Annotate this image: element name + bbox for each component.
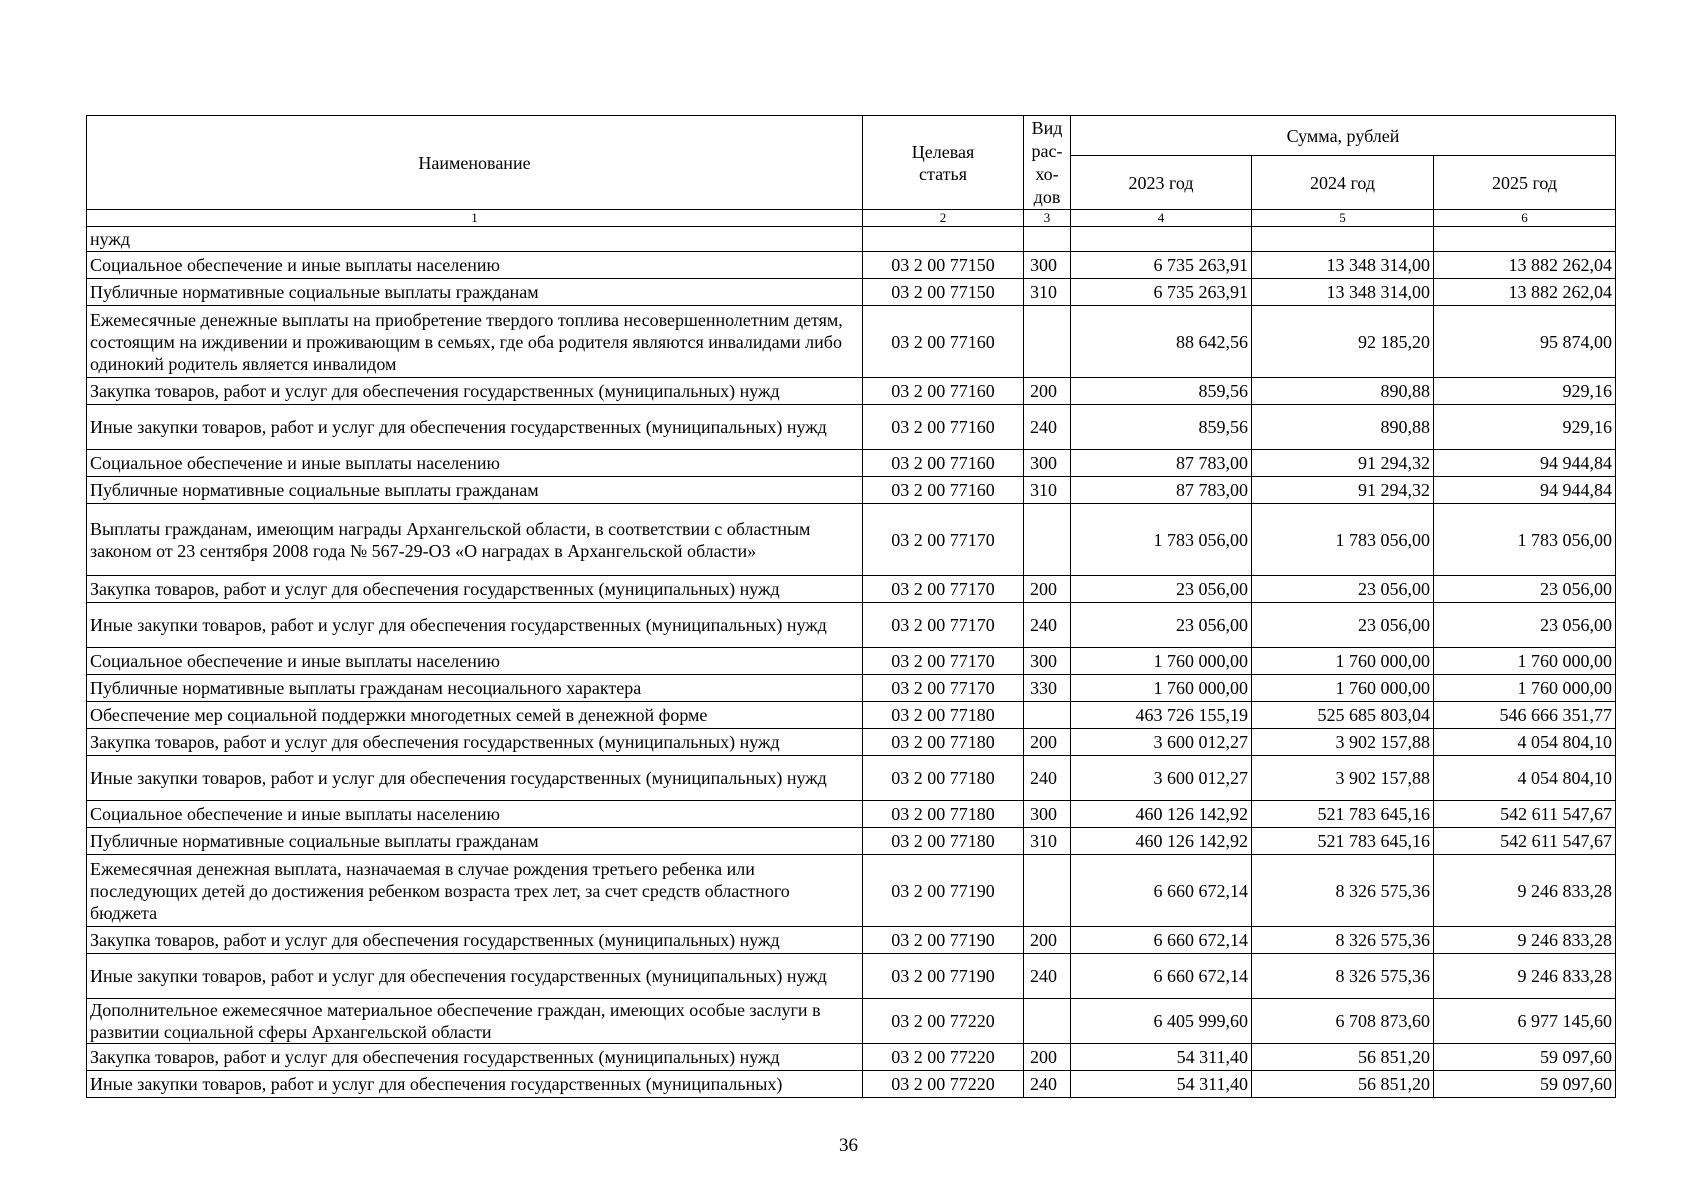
- row-target-article: 03 2 00 77220: [863, 999, 1024, 1044]
- row-target-article: 03 2 00 77160: [863, 405, 1024, 450]
- row-amount-2025: 546 666 351,77: [1434, 702, 1616, 729]
- row-amount-2025: 4 054 804,10: [1434, 729, 1616, 756]
- row-expense-type: 310: [1024, 279, 1071, 306]
- row-amount-2024: 13 348 314,00: [1252, 252, 1434, 279]
- column-number: 6: [1434, 210, 1616, 227]
- row-amount-2025: 929,16: [1434, 378, 1616, 405]
- table-row: [87, 477, 1616, 504]
- row-expense-type: 200: [1024, 378, 1071, 405]
- row-name: Публичные нормативные социальные выплаты гражданам: [87, 828, 863, 855]
- row-name: Публичные нормативные выплаты гражданам несоциального характера: [87, 675, 863, 702]
- row-expense-type: 240: [1024, 756, 1071, 801]
- row-amount-2025: 9 246 833,28: [1434, 927, 1616, 954]
- row-target-article: 03 2 00 77190: [863, 927, 1024, 954]
- row-amount-2024: 91 294,32: [1252, 477, 1434, 504]
- row-target-article: 03 2 00 77180: [863, 729, 1024, 756]
- row-amount-2024: 8 326 575,36: [1252, 954, 1434, 999]
- row-amount-2024: 6 708 873,60: [1252, 999, 1434, 1044]
- row-amount-2025: 94 944,84: [1434, 450, 1616, 477]
- table-row: [87, 702, 1616, 729]
- column-number: 2: [863, 210, 1024, 227]
- table-row: [87, 855, 1616, 927]
- row-amount-2024: 1 760 000,00: [1252, 648, 1434, 675]
- row-amount-2025: 6 977 145,60: [1434, 999, 1616, 1044]
- row-amount-2025: [1434, 227, 1616, 252]
- header-year-2023: 2023 год: [1071, 156, 1252, 210]
- row-target-article: 03 2 00 77190: [863, 954, 1024, 999]
- row-amount-2023: 6 735 263,91: [1071, 252, 1252, 279]
- row-target-article: 03 2 00 77170: [863, 504, 1024, 576]
- row-expense-type: 240: [1024, 603, 1071, 648]
- row-name: Ежемесячная денежная выплата, назначаемая в случае рождения третьего ребенка или последующих детей до достижения ребенком возраста трех лет, за счет средств областного бюджета: [87, 855, 863, 927]
- table-row: [87, 576, 1616, 603]
- row-expense-type: 200: [1024, 1044, 1071, 1071]
- table-row: [87, 801, 1616, 828]
- row-amount-2025: 94 944,84: [1434, 477, 1616, 504]
- row-amount-2023: 23 056,00: [1071, 603, 1252, 648]
- row-expense-type: 200: [1024, 576, 1071, 603]
- row-target-article: 03 2 00 77170: [863, 603, 1024, 648]
- row-amount-2025: 59 097,60: [1434, 1071, 1616, 1098]
- row-amount-2024: 23 056,00: [1252, 603, 1434, 648]
- row-name: Иные закупки товаров, работ и услуг для обеспечения государственных (муниципальных): [87, 1071, 863, 1098]
- table-row: [87, 450, 1616, 477]
- row-name: Ежемесячные денежные выплаты на приобретение твердого топлива несовершеннолетним детям, состоящим на иждивении и проживающим в семьях, где оба родителя являются инвалидами либо одинокий родитель является инвалидом: [87, 306, 863, 378]
- row-amount-2023: 6 735 263,91: [1071, 279, 1252, 306]
- table-row: [87, 648, 1616, 675]
- column-number-row: [87, 210, 1616, 227]
- page-number: 36: [839, 1135, 858, 1156]
- row-amount-2024: 8 326 575,36: [1252, 927, 1434, 954]
- row-amount-2024: 1 760 000,00: [1252, 675, 1434, 702]
- row-target-article: [863, 227, 1024, 252]
- table-row: [87, 729, 1616, 756]
- row-amount-2023: 87 783,00: [1071, 477, 1252, 504]
- row-name: Социальное обеспечение и иные выплаты населению: [87, 252, 863, 279]
- row-amount-2024: 890,88: [1252, 378, 1434, 405]
- row-name: Иные закупки товаров, работ и услуг для обеспечения государственных (муниципальных) нужд: [87, 405, 863, 450]
- row-target-article: 03 2 00 77180: [863, 801, 1024, 828]
- row-name: Иные закупки товаров, работ и услуг для обеспечения государственных (муниципальных) нужд: [87, 756, 863, 801]
- row-name: Публичные нормативные социальные выплаты гражданам: [87, 279, 863, 306]
- row-name: Иные закупки товаров, работ и услуг для обеспечения государственных (муниципальных) нужд: [87, 603, 863, 648]
- table-body: [87, 227, 1616, 1098]
- row-name: Закупка товаров, работ и услуг для обеспечения государственных (муниципальных) нужд: [87, 729, 863, 756]
- row-target-article: 03 2 00 77160: [863, 378, 1024, 405]
- row-amount-2023: 3 600 012,27: [1071, 756, 1252, 801]
- row-target-article: 03 2 00 77150: [863, 279, 1024, 306]
- table-row: [87, 756, 1616, 801]
- row-amount-2025: 929,16: [1434, 405, 1616, 450]
- header-year-2025: 2025 год: [1434, 156, 1616, 210]
- table-row: [87, 954, 1616, 999]
- row-expense-type: 300: [1024, 450, 1071, 477]
- row-amount-2023: 859,56: [1071, 405, 1252, 450]
- row-expense-type: [1024, 504, 1071, 576]
- row-amount-2024: 56 851,20: [1252, 1071, 1434, 1098]
- row-amount-2023: [1071, 227, 1252, 252]
- row-expense-type: 200: [1024, 927, 1071, 954]
- row-amount-2023: 88 642,56: [1071, 306, 1252, 378]
- row-amount-2024: 521 783 645,16: [1252, 828, 1434, 855]
- table-row: [87, 306, 1616, 378]
- table-row: [87, 828, 1616, 855]
- budget-table: [86, 115, 1616, 1098]
- row-target-article: 03 2 00 77220: [863, 1071, 1024, 1098]
- row-amount-2025: 542 611 547,67: [1434, 828, 1616, 855]
- row-name: Социальное обеспечение и иные выплаты населению: [87, 801, 863, 828]
- row-target-article: 03 2 00 77190: [863, 855, 1024, 927]
- row-expense-type: 240: [1024, 1071, 1071, 1098]
- row-amount-2025: 9 246 833,28: [1434, 954, 1616, 999]
- row-name: Закупка товаров, работ и услуг для обеспечения государственных (муниципальных) нужд: [87, 1044, 863, 1071]
- row-amount-2023: 1 760 000,00: [1071, 675, 1252, 702]
- row-amount-2024: 890,88: [1252, 405, 1434, 450]
- row-amount-2025: 542 611 547,67: [1434, 801, 1616, 828]
- row-expense-type: 240: [1024, 954, 1071, 999]
- row-amount-2025: 23 056,00: [1434, 603, 1616, 648]
- column-number: 4: [1071, 210, 1252, 227]
- row-expense-type: [1024, 999, 1071, 1044]
- row-expense-type: 330: [1024, 675, 1071, 702]
- row-expense-type: 240: [1024, 405, 1071, 450]
- table-row: [87, 378, 1616, 405]
- row-amount-2023: 460 126 142,92: [1071, 801, 1252, 828]
- row-amount-2023: 463 726 155,19: [1071, 702, 1252, 729]
- header-expense-type: Вид рас-хо-дов: [1024, 116, 1071, 210]
- header-name: Наименование: [87, 116, 863, 210]
- row-amount-2023: 87 783,00: [1071, 450, 1252, 477]
- table-row: [87, 1071, 1616, 1098]
- header-target-article: Целевая статья: [863, 116, 1024, 210]
- row-amount-2025: 59 097,60: [1434, 1044, 1616, 1071]
- table-row: [87, 405, 1616, 450]
- row-amount-2024: 525 685 803,04: [1252, 702, 1434, 729]
- row-amount-2023: 460 126 142,92: [1071, 828, 1252, 855]
- row-name: Социальное обеспечение и иные выплаты населению: [87, 450, 863, 477]
- header-year-2024: 2024 год: [1252, 156, 1434, 210]
- row-name: Закупка товаров, работ и услуг для обеспечения государственных (муниципальных) нужд: [87, 378, 863, 405]
- row-target-article: 03 2 00 77170: [863, 675, 1024, 702]
- row-amount-2023: 23 056,00: [1071, 576, 1252, 603]
- row-amount-2024: 13 348 314,00: [1252, 279, 1434, 306]
- row-target-article: 03 2 00 77180: [863, 702, 1024, 729]
- row-amount-2024: 56 851,20: [1252, 1044, 1434, 1071]
- row-expense-type: [1024, 306, 1071, 378]
- row-amount-2023: 54 311,40: [1071, 1071, 1252, 1098]
- row-name: Закупка товаров, работ и услуг для обеспечения государственных (муниципальных) нужд: [87, 927, 863, 954]
- row-amount-2024: 91 294,32: [1252, 450, 1434, 477]
- table-row: [87, 504, 1616, 576]
- row-amount-2024: [1252, 227, 1434, 252]
- table-row: [87, 999, 1616, 1044]
- row-amount-2023: 6 660 672,14: [1071, 927, 1252, 954]
- table-row: [87, 675, 1616, 702]
- row-amount-2025: 95 874,00: [1434, 306, 1616, 378]
- table-row: [87, 603, 1616, 648]
- row-expense-type: 200: [1024, 729, 1071, 756]
- row-amount-2023: 1 783 056,00: [1071, 504, 1252, 576]
- table-row: [87, 227, 1616, 252]
- row-amount-2024: 521 783 645,16: [1252, 801, 1434, 828]
- row-target-article: 03 2 00 77170: [863, 576, 1024, 603]
- column-number: 3: [1024, 210, 1071, 227]
- row-name: Закупка товаров, работ и услуг для обеспечения государственных (муниципальных) нужд: [87, 576, 863, 603]
- row-name: Иные закупки товаров, работ и услуг для обеспечения государственных (муниципальных) нужд: [87, 954, 863, 999]
- row-amount-2024: 8 326 575,36: [1252, 855, 1434, 927]
- row-amount-2023: 6 660 672,14: [1071, 954, 1252, 999]
- row-expense-type: 310: [1024, 477, 1071, 504]
- row-amount-2025: 13 882 262,04: [1434, 279, 1616, 306]
- row-target-article: 03 2 00 77170: [863, 648, 1024, 675]
- header-sum: Сумма, рублей: [1071, 116, 1616, 156]
- row-amount-2023: 6 405 999,60: [1071, 999, 1252, 1044]
- row-amount-2024: 92 185,20: [1252, 306, 1434, 378]
- table-row: [87, 1044, 1616, 1071]
- row-target-article: 03 2 00 77180: [863, 756, 1024, 801]
- row-expense-type: [1024, 227, 1071, 252]
- row-name: Публичные нормативные социальные выплаты гражданам: [87, 477, 863, 504]
- row-target-article: 03 2 00 77220: [863, 1044, 1024, 1071]
- row-target-article: 03 2 00 77160: [863, 477, 1024, 504]
- row-amount-2025: 1 760 000,00: [1434, 675, 1616, 702]
- row-amount-2025: 1 760 000,00: [1434, 648, 1616, 675]
- row-amount-2023: 54 311,40: [1071, 1044, 1252, 1071]
- row-expense-type: [1024, 702, 1071, 729]
- row-expense-type: 300: [1024, 801, 1071, 828]
- row-amount-2025: 1 783 056,00: [1434, 504, 1616, 576]
- row-target-article: 03 2 00 77150: [863, 252, 1024, 279]
- row-expense-type: 300: [1024, 252, 1071, 279]
- row-amount-2025: 23 056,00: [1434, 576, 1616, 603]
- row-amount-2025: 9 246 833,28: [1434, 855, 1616, 927]
- table-row: [87, 252, 1616, 279]
- row-name: Социальное обеспечение и иные выплаты населению: [87, 648, 863, 675]
- row-name: Обеспечение мер социальной поддержки многодетных семей в денежной форме: [87, 702, 863, 729]
- row-target-article: 03 2 00 77180: [863, 828, 1024, 855]
- row-amount-2025: 13 882 262,04: [1434, 252, 1616, 279]
- row-expense-type: 300: [1024, 648, 1071, 675]
- row-amount-2025: 4 054 804,10: [1434, 756, 1616, 801]
- row-amount-2024: 1 783 056,00: [1252, 504, 1434, 576]
- row-expense-type: [1024, 855, 1071, 927]
- row-amount-2024: 23 056,00: [1252, 576, 1434, 603]
- row-name: Выплаты гражданам, имеющим награды Архангельской области, в соответствии с областным законом от 23 сентября 2008 года № 567-29-ОЗ «О наградах в Архангельской области»: [87, 504, 863, 576]
- row-amount-2023: 1 760 000,00: [1071, 648, 1252, 675]
- table-row: [87, 279, 1616, 306]
- column-number: 1: [87, 210, 863, 227]
- row-name: нужд: [87, 227, 863, 252]
- row-expense-type: 310: [1024, 828, 1071, 855]
- row-amount-2024: 3 902 157,88: [1252, 729, 1434, 756]
- table-row: [87, 927, 1616, 954]
- row-name: Дополнительное ежемесячное материальное обеспечение граждан, имеющих особые заслуги в развитии социальной сферы Архангельской области: [87, 999, 863, 1044]
- row-amount-2023: 859,56: [1071, 378, 1252, 405]
- row-amount-2023: 6 660 672,14: [1071, 855, 1252, 927]
- column-number: 5: [1252, 210, 1434, 227]
- row-target-article: 03 2 00 77160: [863, 306, 1024, 378]
- row-amount-2023: 3 600 012,27: [1071, 729, 1252, 756]
- row-target-article: 03 2 00 77160: [863, 450, 1024, 477]
- row-amount-2024: 3 902 157,88: [1252, 756, 1434, 801]
